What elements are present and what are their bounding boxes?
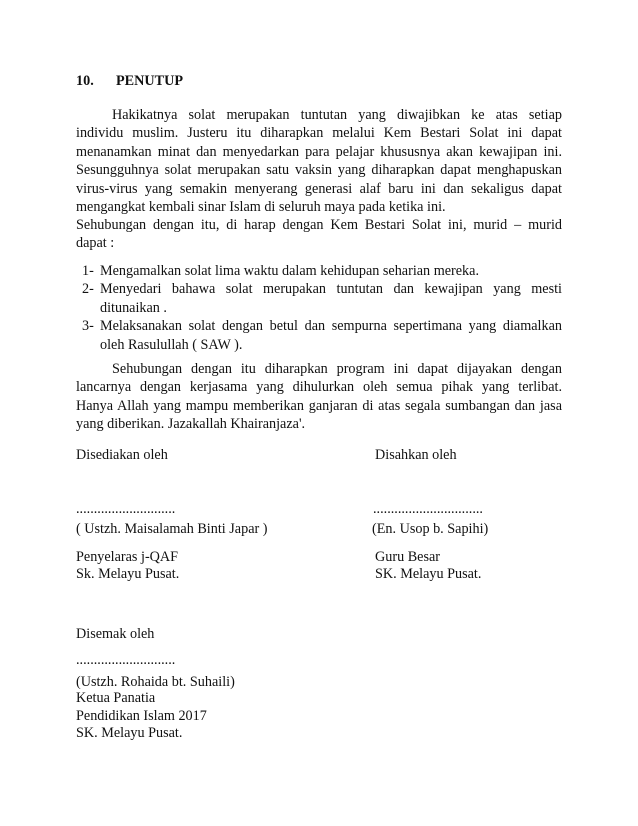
list-item-text: oleh Rasulullah ( SAW ).: [100, 336, 243, 353]
paragraph-line: menanamkan minat dan menyedarkan para pelajar khususnya akan kewajipan ini.: [76, 143, 562, 160]
list-item-text: Mengamalkan solat lima waktu dalam kehidupan seharian mereka.: [100, 263, 479, 279]
prepared-by-label: Disediakan oleh: [76, 447, 168, 463]
closing-paragraph-3: [76, 360, 562, 434]
paragraph-line: mengangkat kembali sinar Islam di seluruh maya pada ketika ini.: [76, 199, 446, 216]
list-item: [76, 262, 562, 280]
approved-by-signature-line: ...............................: [373, 501, 483, 517]
list-item-number: 1-: [82, 263, 94, 279]
paragraph-line: Sehubungan dengan itu, di harap dengan Kem Bestari Solat ini, murid – murid: [76, 217, 562, 233]
closing-paragraph-1: [76, 106, 562, 216]
prepared-by-school: Sk. Melayu Pusat.: [76, 566, 180, 582]
prepared-by-name: ( Ustzh. Maisalamah Binti Japar ): [76, 521, 268, 537]
prepared-by-role: Penyelaras j-QAF: [76, 549, 179, 565]
paragraph-line: Sehubungan dengan itu diharapkan program ini dapat dijayakan dengan: [112, 361, 562, 377]
checked-by-label: Disemak oleh: [76, 626, 155, 642]
approved-by-school: SK. Melayu Pusat.: [375, 566, 482, 582]
list-item: [76, 280, 562, 317]
list-item-number: 2-: [82, 281, 94, 298]
paragraph-line: lancarnya dengan kerjasama yang dihulurkan oleh semua pihak yang terlibat.: [76, 379, 562, 396]
paragraph-line: yang diberikan. Jazakallah Khairanjaza'.: [76, 416, 306, 433]
approved-by-name: (En. Usop b. Sapihi): [372, 521, 489, 537]
paragraph-line: Hakikatnya solat merupakan tuntutan yang diwajibkan ke atas setiap: [112, 107, 562, 123]
approved-by-label: Disahkan oleh: [375, 447, 457, 463]
checked-by-department: Pendidikan Islam 2017: [76, 708, 207, 724]
list-item-number: 3-: [82, 318, 94, 335]
section-number: 10.: [76, 73, 94, 89]
prepared-by-signature-line: ............................: [76, 501, 176, 517]
paragraph-line: individu muslim. Justeru itu diharapkan melalui Kem Bestari Solat ini dapat: [76, 125, 562, 142]
objectives-list: [76, 262, 562, 354]
approved-by-role: Guru Besar: [375, 549, 441, 565]
section-title: PENUTUP: [116, 73, 183, 89]
list-item: [76, 317, 562, 354]
checked-by-role: Ketua Panatia: [76, 690, 156, 706]
paragraph-line: dapat :: [76, 235, 115, 252]
paragraph-line: virus-virus yang semakin menyerang generasi alaf baru ini dan sekaligus dapat: [76, 180, 562, 197]
checked-by-name: (Ustzh. Rohaida bt. Suhaili): [76, 674, 235, 690]
closing-paragraph-2: [76, 216, 562, 253]
paragraph-line: Hanya Allah yang mampu memberikan ganjaran di atas segala sumbangan dan jasa: [76, 397, 562, 414]
paragraph-line: Sesungguhnya solat merupakan satu vaksin yang diharapkan dapat menghapuskan: [76, 162, 562, 179]
list-item-text: Menyedari bahawa solat merupakan tuntutan dan kewajipan yang mesti: [100, 281, 562, 298]
list-item-text: ditunaikan .: [100, 299, 167, 316]
checked-by-signature-line: ............................: [76, 652, 176, 668]
list-item-text: Melaksanakan solat dengan betul dan sempurna sepertimana yang diamalkan: [100, 318, 562, 335]
checked-by-school: SK. Melayu Pusat.: [76, 725, 183, 741]
